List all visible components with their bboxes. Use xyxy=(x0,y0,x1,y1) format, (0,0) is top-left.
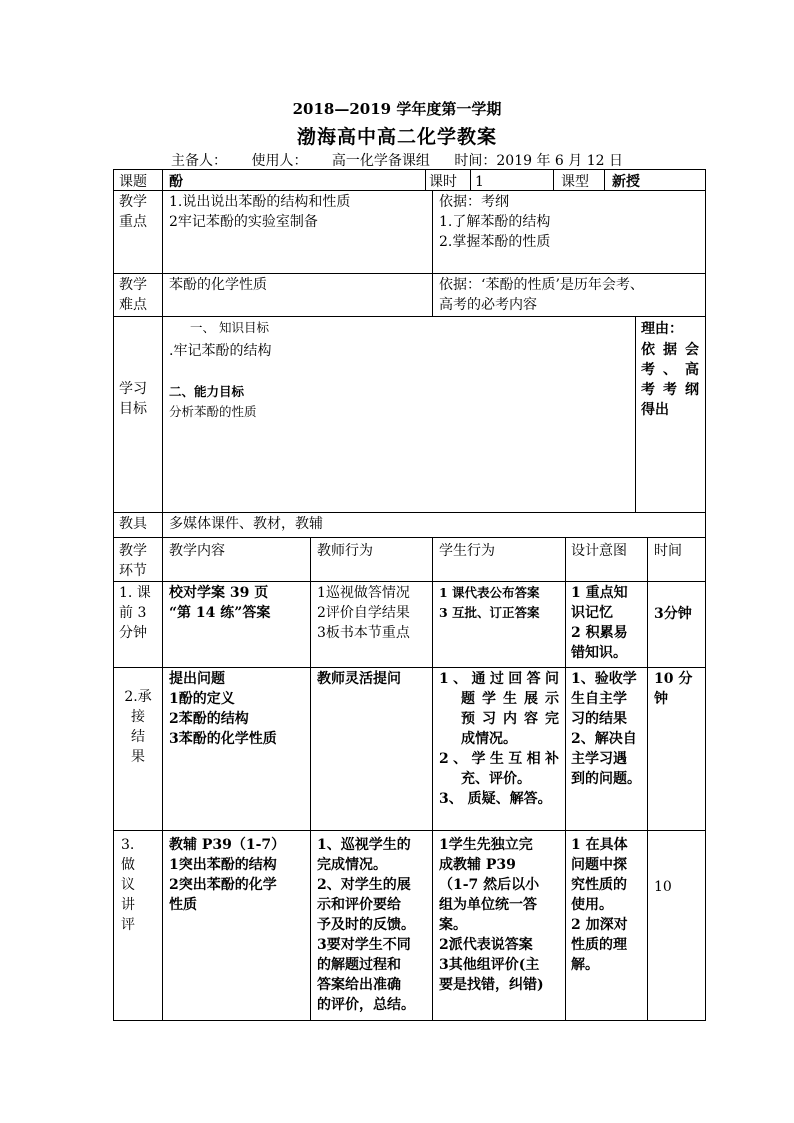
col-header-time: 时间 xyxy=(654,543,682,559)
step3-content: 教辅 P39（1-7） 1突出苯酚的结构 2突出苯酚的化学 性质 xyxy=(169,837,286,913)
goal-ability-item: 分析苯酚的性质 xyxy=(169,404,257,419)
step3-time: 10 xyxy=(654,879,672,895)
goal-knowledge-item: .牢记苯酚的结构 xyxy=(169,343,272,359)
tools-content: 多媒体课件、教材，教辅 xyxy=(169,516,323,532)
step2-teacher: 教师灵活提问 xyxy=(317,671,401,687)
table-row-line xyxy=(113,316,706,317)
table-rule xyxy=(162,537,163,1021)
topic-value: 酚 xyxy=(169,174,183,190)
table-rule xyxy=(604,169,605,191)
difficulty-label: 教学 难点 xyxy=(119,277,147,313)
col-header-teacher: 教师行为 xyxy=(317,543,373,559)
focus-points: 1.说出说出苯酚的结构和性质 2牢记苯酚的实验室制备 xyxy=(169,194,351,230)
table-rule xyxy=(432,190,433,317)
table-row-line xyxy=(113,169,706,170)
table-row-line xyxy=(113,1020,706,1021)
goals-label: 学习 目标 xyxy=(119,381,147,417)
goal-heading-ability: 二、能力目标 xyxy=(169,384,245,399)
table-border-right xyxy=(705,169,706,1021)
col-header-design: 设计意图 xyxy=(571,543,627,559)
hours-value: 1 xyxy=(475,174,484,190)
step1-time: 3分钟 xyxy=(654,606,692,622)
step3-design: 1 在具体 问题中探 究性质的 使用。 2 加深对 性质的理 解。 xyxy=(571,837,628,973)
table-row-line xyxy=(113,512,706,513)
goal-heading-knowledge: 一、 知识目标 xyxy=(190,320,269,335)
step2-student: 1、通过回答问 题学生展示 预习内容完 成情况。 2、学生互相补 充、评价。 3、 质疑、解答。 xyxy=(439,671,559,807)
step1-student: 1 课代表公布答案 3 互批、订正答案 xyxy=(439,585,540,620)
col-header-student: 学生行为 xyxy=(439,543,495,559)
table-rule xyxy=(310,537,311,1021)
step1-design: 1 重点知 识记忆 2 积累易 错知识。 xyxy=(571,585,628,661)
table-row-line xyxy=(113,581,706,582)
user-label: 使用人： xyxy=(251,153,308,169)
topic-label: 课题 xyxy=(119,174,147,190)
tools-label: 教具 xyxy=(119,516,147,532)
table-rule xyxy=(565,537,566,1021)
difficulty-content: 苯酚的化学性质 xyxy=(169,277,267,293)
table-rule xyxy=(635,316,636,513)
goals-reason-label: 理由： xyxy=(641,321,683,337)
table-rule xyxy=(432,537,433,1021)
difficulty-basis: 依据：‘苯酚的性质’是历年会考、 高考的必考内容 xyxy=(439,277,644,313)
step2-stage: 2.承 接 结 果 xyxy=(124,689,152,765)
table-rule xyxy=(647,537,648,1021)
table-border-left xyxy=(113,169,114,1021)
focus-label: 教学 重点 xyxy=(119,194,147,230)
prep-group: 高一化学备课组 xyxy=(331,153,430,169)
table-rule xyxy=(553,169,554,191)
col-header-content: 教学内容 xyxy=(169,543,225,559)
type-label: 课型 xyxy=(561,174,589,190)
table-row-line xyxy=(113,830,706,831)
table-rule xyxy=(425,169,426,191)
table-row-line xyxy=(113,537,706,538)
step3-stage: 3. 做 议 讲 评 xyxy=(121,837,135,933)
step3-teacher: 1、巡视学生的 完成情况。 2、对学生的展 示和评价要给 予及时的反馈。 3要对学生不同 的解题过程和 答案给出准确 的评价，总结。 xyxy=(317,837,415,1013)
table-rule xyxy=(470,169,471,191)
type-value: 新授 xyxy=(612,174,640,190)
step1-content: 校对学案 39 页 “第 14 练”答案 xyxy=(169,585,271,621)
focus-basis: 依据：考纲 1.了解苯酚的结构 2.掌握苯酚的性质 xyxy=(439,194,551,250)
step1-teacher: 1巡视做答情况 2评价自学结果 3板书本节重点 xyxy=(317,585,410,641)
step2-design: 1、验收学 生自主学 习的结果 2、解决自 主学习遇 到的问题。 xyxy=(571,671,641,787)
col-header-stage: 教学 环节 xyxy=(119,543,147,579)
document-title: 渤海高中高二化学教案 xyxy=(296,126,497,148)
table-row-line xyxy=(113,667,706,668)
term-heading: 2018—2019 学年度第一学期 xyxy=(292,100,502,118)
step1-stage: 1. 课 前 3 分钟 xyxy=(119,585,151,641)
meta-line xyxy=(0,150,794,170)
step2-time: 10 分 钟 xyxy=(654,671,693,707)
table-row-line xyxy=(113,273,706,274)
step3-student: 1学生先独立完 成教辅 P39 （1-7 然后以小 组为单位统一答 案。 2派代表说答案 3其他组评价(主 要是找错，纠错) xyxy=(439,837,544,993)
table-rule xyxy=(162,169,163,538)
lesson-date: 时间：2019 年 6 月 12 日 xyxy=(454,153,623,169)
goals-reason: 依据会 考、高 考考纲 得出 xyxy=(641,342,699,418)
preparer-label: 主备人： xyxy=(171,153,228,169)
step2-content: 提出问题 1酚的定义 2苯酚的结构 3苯酚的化学性质 xyxy=(169,671,277,747)
hours-label: 课时 xyxy=(429,174,457,190)
